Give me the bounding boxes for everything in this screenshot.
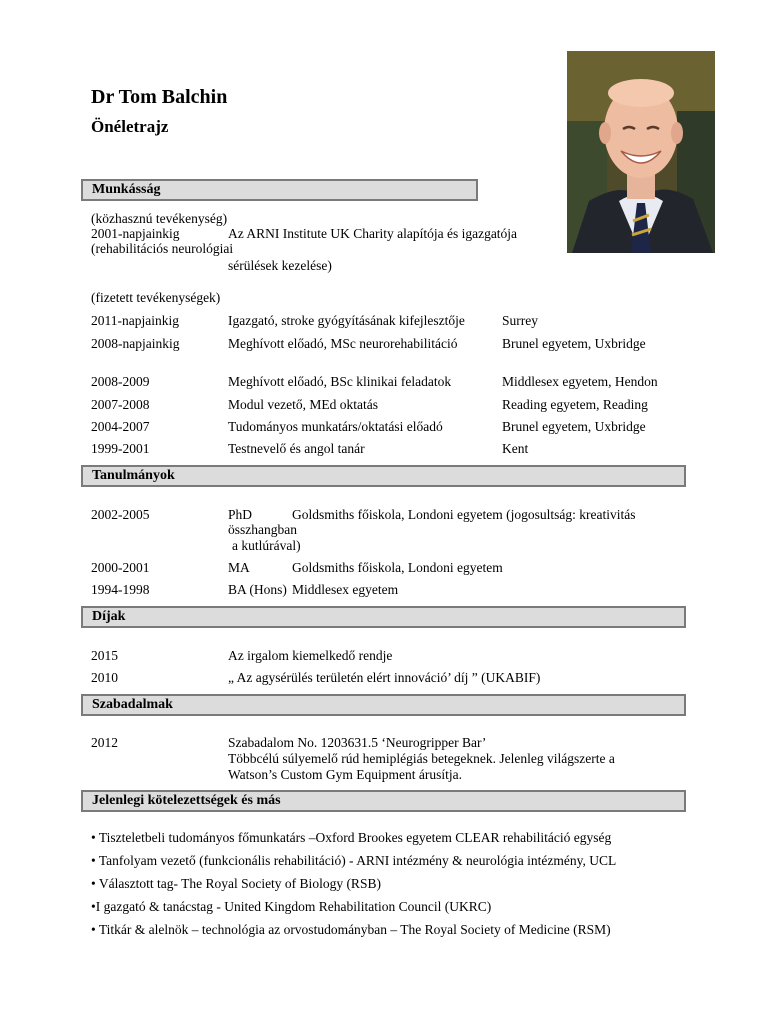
work-place: Surrey [502, 313, 538, 328]
patent-text: Szabadalom No. 1203631.5 ‘Neurogripper Bar’ [228, 735, 487, 750]
study-school: Goldsmiths főiskola, Londoni egyetem [292, 560, 503, 575]
list-item: • Tiszteletbeli tudományos főmunkatárs –Oxford Brookes egyetem CLEAR rehabilitáció egység [91, 830, 612, 845]
study-degree: BA (Hons) [228, 582, 287, 597]
work-role: Tudományos munkatárs/oktatási előadó [228, 419, 443, 434]
section-header-awards: Díjak [81, 606, 686, 628]
profile-photo [567, 51, 715, 253]
work-date: 2004-2007 [91, 419, 150, 434]
work-note: sérülések kezelése) [228, 258, 332, 273]
work-role: Modul vezető, MEd oktatás [228, 397, 378, 412]
section-header-studies: Tanulmányok [81, 465, 686, 487]
work-note: (rehabilitációs neurológiai [91, 241, 234, 256]
study-school-cont: a kutlúrával) [232, 538, 301, 553]
work-role: Az ARNI Institute UK Charity alapítója és igazgatója [228, 226, 518, 241]
study-date: 2002-2005 [91, 507, 150, 522]
work-date: 2001-napjainkig [91, 226, 180, 241]
study-school: Middlesex egyetem [292, 582, 399, 597]
study-degree: PhD [228, 507, 253, 522]
patent-text: Többcélú súlyemelő rúd hemiplégiás betegeknek. Jelenleg világszerte a [228, 751, 615, 766]
list-item: • Választott tag- The Royal Society of Biology (RSB) [91, 876, 381, 891]
award-text: „ Az agysérülés területén elért innováció’ díj ” (UKABIF) [228, 670, 541, 685]
work-date: 2011-napjainkig [91, 313, 179, 328]
patent-year: 2012 [91, 735, 118, 750]
list-item: • Tanfolyam vezető (funkcionális rehabilitáció) - ARNI intézmény & neurológia intézmény, UCL [91, 853, 617, 868]
list-item: • Titkár & alelnök – technológia az orvostudományban – The Royal Society of Medicine (RSM) [91, 922, 611, 937]
study-school-cont: összhangban [228, 522, 297, 537]
work-date: 2007-2008 [91, 397, 150, 412]
paid-heading: (fizetett tevékenységek) [91, 290, 221, 305]
work-role: Meghívott előadó, BSc klinikai feladatok [228, 374, 452, 389]
study-school: Goldsmiths főiskola, Londoni egyetem (jogosultság: kreativitás [292, 507, 636, 522]
section-header-current: Jelenlegi kötelezettségek és más [81, 790, 686, 812]
work-role: Testnevelő és angol tanár [228, 441, 365, 456]
work-date: 1999-2001 [91, 441, 150, 456]
work-place: Reading egyetem, Reading [502, 397, 648, 412]
list-item: •I gazgató & tanácstag - United Kingdom Rehabilitation Council (UKRC) [91, 899, 492, 914]
section-header-work: Munkásság [81, 179, 478, 201]
award-year: 2015 [91, 648, 118, 663]
page-title: Dr Tom Balchin [91, 86, 228, 108]
work-date: 2008-napjainkig [91, 336, 180, 351]
document-subtitle: Önéletrajz [91, 117, 169, 136]
work-place: Kent [502, 441, 529, 456]
work-place: Brunel egyetem, Uxbridge [502, 336, 646, 351]
work-role: Meghívott előadó, MSc neurorehabilitáció [228, 336, 458, 351]
work-place: Middlesex egyetem, Hendon [502, 374, 658, 389]
study-date: 2000-2001 [91, 560, 150, 575]
section-header-patents: Szabadalmak [81, 694, 686, 716]
study-degree: MA [228, 560, 250, 575]
work-place: Brunel egyetem, Uxbridge [502, 419, 646, 434]
award-year: 2010 [91, 670, 118, 685]
work-date: 2008-2009 [91, 374, 150, 389]
award-text: Az irgalom kiemelkedő rendje [228, 648, 393, 663]
public-heading: (közhasznú tevékenység) [91, 211, 228, 226]
patent-text: Watson’s Custom Gym Equipment árusítja. [228, 767, 463, 782]
work-role: Igazgató, stroke gyógyításának kifejlesztője [228, 313, 465, 328]
study-date: 1994-1998 [91, 582, 150, 597]
